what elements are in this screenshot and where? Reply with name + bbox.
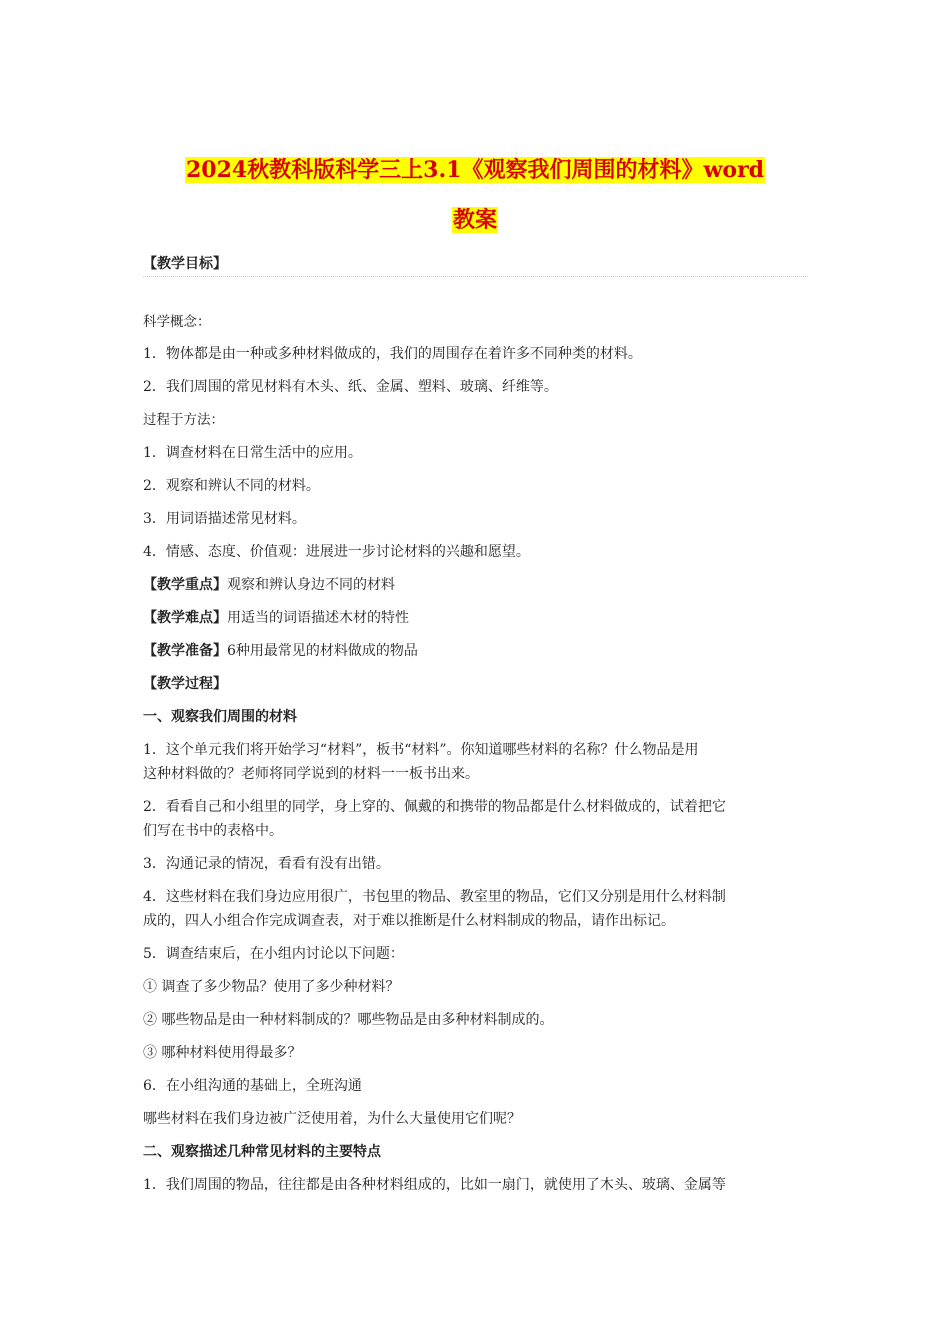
difficulty-label: 【教学难点】 — [143, 610, 227, 626]
document-title-line-2: 教案 — [452, 207, 497, 233]
process-method-label: 过程于方法： — [143, 412, 224, 428]
s1-item-4-line-1: 4．这些材料在我们身边应用很广，书包里的物品、教室里的物品，它们又分别是用什么材料制 — [143, 889, 726, 905]
process-item-3: 3．用词语描述常见材料。 — [143, 511, 306, 527]
difficulty-row — [143, 606, 808, 630]
preparation-text: 6种用最常见的材料做成的物品 — [227, 643, 418, 659]
s1-question-3: ③ 哪种材料使用得最多？ — [143, 1045, 302, 1061]
preparation-label: 【教学准备】 — [143, 643, 227, 659]
teaching-process-heading: 【教学过程】 — [143, 676, 227, 692]
s1-item-5: 5．调查结束后，在小组内讨论以下问题： — [143, 946, 404, 962]
concept-item-2: 2．我们周围的常见材料有木头、纸、金属、塑料、玻璃、纤维等。 — [143, 379, 558, 395]
s1-item-3: 3．沟通记录的情况，看看有没有出错。 — [143, 856, 390, 872]
section-1-heading: 一、观察我们周围的材料 — [143, 709, 297, 725]
s1-question-1: ① 调查了多少物品？使用了多少种材料？ — [143, 979, 400, 995]
difficulty-text: 用适当的词语描述木材的特性 — [227, 610, 409, 626]
s1-question-2: ② 哪些物品是由一种材料制成的？哪些物品是由多种材料制成的。 — [143, 1012, 554, 1028]
preparation-row — [143, 639, 808, 663]
s1-item-4-line-2: 成的，四人小组合作完成调查表，对于难以推断是什么材料制成的物品，请作出标记。 — [143, 913, 675, 929]
process-item-1: 1．调查材料在日常生活中的应用。 — [143, 445, 362, 461]
key-point-text: 观察和辨认身边不同的材料 — [227, 577, 395, 593]
key-point-label: 【教学重点】 — [143, 577, 227, 593]
s1-item-6: 6．在小组沟通的基础上，全班沟通 — [143, 1078, 362, 1094]
s1-item-6-text: 哪些材料在我们身边被广泛使用着，为什么大量使用它们呢？ — [143, 1111, 521, 1127]
s1-item-1-line-2: 这种材料做的？老师将同学说到的材料一一板书出来。 — [143, 766, 479, 782]
s1-item-1-line-1: 1．这个单元我们将开始学习“材料”，板书“材料”。你知道哪些材料的名称？什么物品是用 — [143, 742, 699, 758]
s2-item-1: 1．我们周围的物品，往往都是由各种材料组成的，比如一扇门，就使用了木头、玻璃、金属等 — [143, 1177, 726, 1193]
s1-item-2-line-1: 2．看看自己和小组里的同学，身上穿的、佩戴的和携带的物品都是什么材料做成的，试着把它 — [143, 799, 726, 815]
key-point-row — [143, 573, 808, 597]
teaching-goals-heading: 【教学目标】 — [143, 256, 227, 272]
s1-item-2-line-2: 们写在书中的表格中。 — [143, 823, 283, 839]
heading-separator — [143, 276, 808, 277]
science-concept-label: 科学概念： — [143, 314, 211, 330]
section-2-heading: 二、观察描述几种常见材料的主要特点 — [143, 1144, 381, 1160]
concept-item-1: 1．物体都是由一种或多种材料做成的，我们的周围存在着许多不同种类的材料。 — [143, 346, 642, 362]
process-item-2: 2．观察和辨认不同的材料。 — [143, 478, 320, 494]
process-item-4: 4．情感、态度、价值观：进展进一步讨论材料的兴趣和愿望。 — [143, 544, 530, 560]
document-title-line-1: 2024秋教科版科学三上3.1《观察我们周围的材料》word — [185, 157, 765, 183]
